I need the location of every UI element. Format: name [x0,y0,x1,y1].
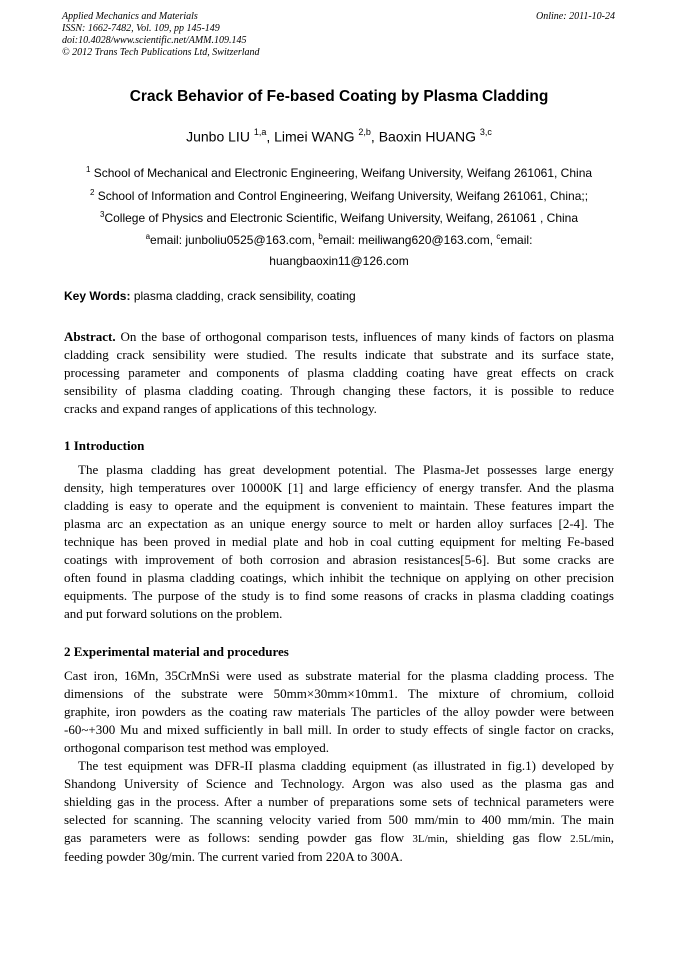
author-sup: 2,b [358,127,371,137]
abstract-line: cladding crack sensibility were studied. The results indicate that substrate and its surface state, [64,347,614,362]
online-date: Online: 2011-10-24 [536,11,615,22]
affiliation-2: $^2$ School of Information and Control Engineering, Weifang University, Weifang 261061, China;; [89,188,589,203]
paragraph-line: The plasma cladding has great development potential. The Plasma-Jet possesses large energy [78,462,614,477]
author-sup: 1,a [253,127,267,137]
intro-paragraph [64,461,614,623]
paragraph-line: selected for scanning. The scanning velocity varied from 500 mm/min to 400 mm/min. The main [64,812,614,827]
abstract-line: cracks and expand ranges of applications of this technology. [64,401,377,416]
paragraph-line: equipments. The purpose of the study is to find some reasons of cracks in plasma cladding coatings [64,588,614,603]
author-name: Baoxin HUANG [378,128,476,145]
author-name: Limei WANG [274,128,355,145]
experimental-paragraph-1 [64,667,614,757]
paragraph-line: dimensions of the substrate were 50mm×30mm×10mm1. The mixture of chromium, colloid [64,686,614,701]
keywords-text: plasma cladding, crack sensibility, coating [133,289,356,303]
affiliation-1: $^1$ School of Mechanical and Electronic Engineering, Weifang University, Weifang 261061, China [85,165,593,180]
abstract-line: processing parameter and components of plasma cladding coating have great effects on crack [64,365,614,380]
paragraph-line: -60~+300 Mu and mixed sufficiently in ball mill. In order to study effects of single factor on cracks, [64,722,614,737]
paragraph-line: The test equipment was DFR-II plasma cladding equipment (as illustrated in fig.1) developed by [78,758,614,773]
email-c-address: huangbaoxin11@126.com [269,254,409,268]
paragraph-line: plasma arc an expectation as an unique energy source to melt or harden alloy surfaces [2-4]. The [64,516,614,531]
journal-header [62,11,618,59]
keywords-label: Key Words: [64,289,131,303]
paragraph-line: feeding powder 30g/min. The current varied from 220A to 300A. [64,849,403,864]
section-heading-experimental: 2 Experimental material and procedures [64,644,289,659]
paragraph-line: Cast iron, 16Mn, 35CrMnSi were used as substrate material for the plasma cladding process. The [64,668,614,683]
experimental-paragraph-2 [64,757,614,866]
issn-line: ISSN: 1662-7482, Vol. 109, pp 145-149 [62,23,220,34]
affiliation-3: $^3$College of Physics and Electronic Scientific, Weifang University, Weifang, 261061 , China [99,210,579,225]
paragraph-line: orthogonal comparison test method was employed. [64,740,330,755]
email-b: email: meiliwang620@163.com, [322,233,494,247]
author-list: Junbo LIU $^{1,a}$, Limei WANG $^{2,b}$, Baoxin HUANG $^{3,c}$ [186,127,492,145]
email-a: email: junboliu0525@163.com, [150,233,315,247]
copyright-line: © 2012 Trans Tech Publications Ltd, Switzerland [62,47,260,58]
paragraph-line: gas parameters were as follows: sending powder gas flow 3L/min, shielding gas flow 2.5L/min, [64,830,614,845]
paragraph-line: graphite, iron powders as the coating raw materials The particles of the alloy powder were between [64,704,614,719]
abstract-line: sensibility of plasma cladding coating. Through changing these factors, it is possible to reduce [64,383,614,398]
email-line: $^a$email: junboliu0525@163.com, $^b$email: meiliwang620@163.com, $^c$email: [145,232,533,247]
keywords [64,289,616,303]
paragraph-line: coatings with improvement of both corrosion and abrasion resistances[5-6]. But some cracks are [64,552,614,567]
email-line-cont [0,254,678,268]
paragraph-line: cladding is easy to operate and the equipment is convenient to maintain. These features impart the [64,498,614,513]
paragraph-line: Shandong University of Science and Technology. Argon was also used as the plasma gas and [64,776,614,791]
author-name: Junbo LIU [186,128,250,145]
abstract-label: Abstract. [64,329,116,344]
section-heading-intro: 1 Introduction [64,438,145,453]
email-c: email: [500,233,533,247]
journal-name: Applied Mechanics and Materials [62,11,198,22]
author-sup: 3,c [479,127,492,137]
paragraph-line: technique has been proved in medial plate and hob in coal cutting equipment for melting Fe-based [64,534,614,549]
abstract [64,328,614,418]
doi-line: doi:10.4028/www.scientific.net/AMM.109.145 [62,35,247,46]
paragraph-line: and put forward solutions on the problem. [64,606,283,621]
paragraph-line: density, high temperatures over 10000K [1] and large efficiency of energy transfer. And the plasma [64,480,614,495]
paper-title: Crack Behavior of Fe-based Coating by Plasma Cladding [129,88,549,105]
paragraph-line: shielding gas in the process. After a number of preparations some sets of technical parameters were [64,794,614,809]
paragraph-line: often found in plasma cladding coatings, which inhibit the technique on applying on other precision [64,570,614,585]
abstract-line: Abstract. On the base of orthogonal comparison tests, influences of many kinds of factors on plasma [64,329,615,344]
